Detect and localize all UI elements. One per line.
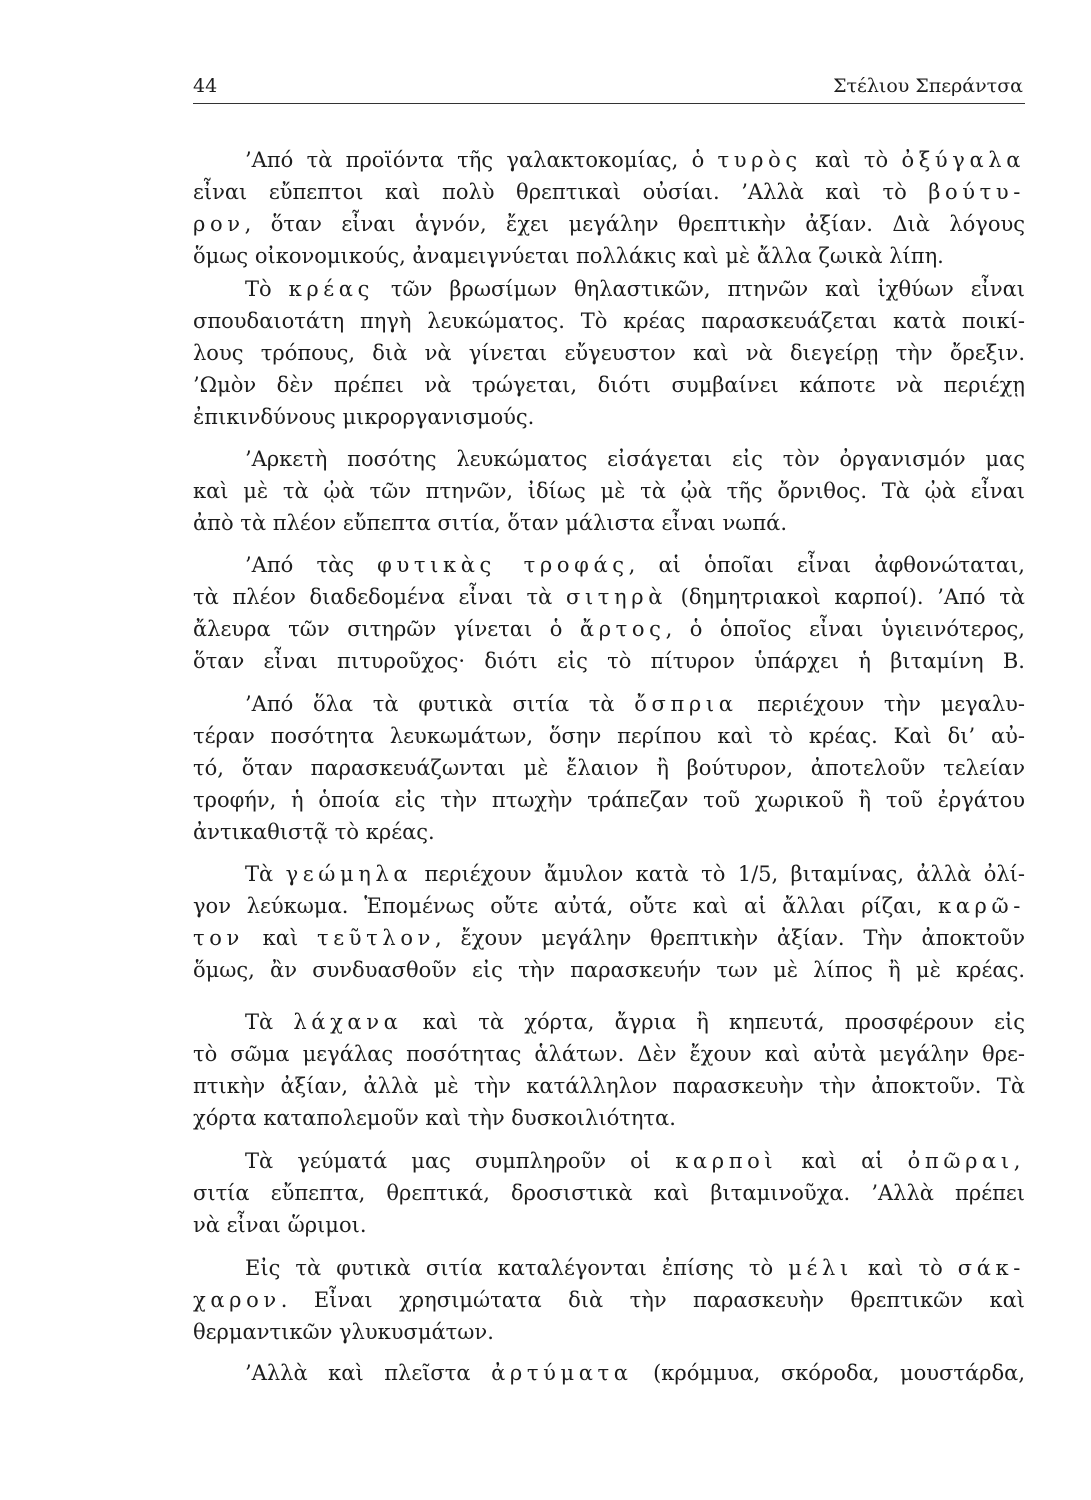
text-line: σιτία εὔπεπτα, θρεπτικά, δροσιστικὰ καὶ βιταμινοῦχα. ’Αλλὰ πρέπει <box>193 1181 1025 1205</box>
text-line: Τὰ λάχανα καὶ τὰ χόρτα, ἄγρια ἢ κηπευτά, προσφέρουν εἰς <box>245 1010 1025 1034</box>
text-line: Τὰ γεώμηλα περιέχουν ἄμυλον κατὰ τὸ 1/5, βιταμίνας, ἀλλὰ ὀλί- <box>245 862 1025 886</box>
text-line: ἀντικαθιστᾷ τὸ κρέας. <box>193 820 435 844</box>
text-line: χαρον. Εἶναι χρησιμώτατα διὰ τὴν παρασκευὴν θρεπτικῶν καὶ <box>193 1288 1025 1312</box>
text-line: Τὸ κρέας τῶν βρωσίμων θηλαστικῶν, πτηνῶν καὶ ἰχθύων εἶναι <box>245 277 1026 301</box>
text-line: ’Από τὰς φυτικὰς τροφάς, αἱ ὁποῖαι εἶναι ἀφθονώταται, <box>245 553 1025 577</box>
text-line: λους τρόπους, διὰ νὰ γίνεται εὔγευστον καὶ νὰ διεγείρῃ τὴν ὄρεξιν. <box>193 341 1025 365</box>
text-line: ὅμως, ἂν συνδυασθοῦν εἰς τὴν παρασκευήν των μὲ λίπος ἢ μὲ κρέας. <box>193 958 1025 982</box>
text-line: ’Αρκετὴ ποσότης λευκώματος εἰσάγεται εἰς τὸν ὀργανισμόν μας <box>245 447 1025 471</box>
text-line: σπουδαιοτάτη πηγὴ λευκώματος. Τὸ κρέας παρασκευάζεται κατὰ ποικί- <box>193 309 1025 333</box>
text-line: Εἰς τὰ φυτικὰ σιτία καταλέγονται ἐπίσης τὸ μέλι καὶ τὸ σάκ- <box>245 1256 1025 1280</box>
text-line: τέραν ποσότητα λευκωμάτων, ὅσην περίπου καὶ τὸ κρέας. Καὶ δι’ αὐ- <box>193 724 1025 748</box>
text-line: τὸ σῶμα μεγάλας ποσότητας ἁλάτων. Δὲν ἔχουν καὶ αὐτὰ μεγάλην θρε- <box>193 1042 1025 1066</box>
text-line: ’Ωμὸν δὲν πρέπει νὰ τρώγεται, διότι συμβαίνει κάποτε νὰ περιέχῃ <box>193 373 1025 397</box>
text-line: ὅταν εἶναι πιτυροῦχος· διότι εἰς τὸ πίτυρον ὑπάρχει ἡ βιταμίνη Β. <box>193 649 1025 673</box>
text-line: ’Από τὰ προϊόντα τῆς γαλακτοκομίας, ὁ τυρὸς καὶ τὸ ὀξύγαλα <box>245 148 1025 172</box>
text-line: εἶναι εὔπεπτοι καὶ πολὺ θρεπτικαὶ οὐσίαι. ’Αλλὰ καὶ τὸ βούτυ- <box>193 180 1025 204</box>
text-line: ἄλευρα τῶν σιτηρῶν γίνεται ὁ ἄρτος, ὁ ὁποῖος εἶναι ὑγιεινότερος, <box>193 617 1025 641</box>
text-line: χόρτα καταπολεμοῦν καὶ τὴν δυσκοιλιότητα. <box>193 1106 676 1130</box>
text-line: θερμαντικῶν γλυκυσμάτων. <box>193 1320 494 1344</box>
text-line: τὰ πλέον διαδεδομένα εἶναι τὰ σιτηρὰ (δημητριακοὶ καρποί). ’Από τὰ <box>193 585 1025 609</box>
text-line: Τὰ γεύματά μας συμπληροῦν οἱ καρποὶ καὶ αἱ ὀπῶραι, <box>245 1149 1026 1173</box>
text-line: τον καὶ τεῦτλον, ἔχουν μεγάλην θρεπτικὴν ἀξίαν. Τὴν ἀποκτοῦν <box>193 926 1026 950</box>
text-line: καὶ μὲ τὰ ᾠὰ τῶν πτηνῶν, ἰδίως μὲ τὰ ᾠὰ τῆς ὄρνιθος. Τὰ ᾠὰ εἶναι <box>193 479 1025 503</box>
text-line: ’Από ὅλα τὰ φυτικὰ σιτία τὰ ὄσπρια περιέχουν τὴν μεγαλυ- <box>245 692 1025 716</box>
text-line: πτικὴν ἀξίαν, ἀλλὰ μὲ τὴν κατάλληλον παρασκευὴν τὴν ἀποκτοῦν. Τὰ <box>193 1074 1025 1098</box>
text-line: ἀπὸ τὰ πλέον εὔπεπτα σιτία, ὅταν μάλιστα εἶναι νωπά. <box>193 511 787 535</box>
page-number: 44 <box>193 75 218 97</box>
text-line: τροφήν, ἡ ὁποία εἰς τὴν πτωχὴν τράπεζαν τοῦ χωρικοῦ ἢ τοῦ ἐργάτου <box>193 788 1025 812</box>
page-header <box>193 73 1025 104</box>
text-line: ἐπικινδύνους μικροργανισμούς. <box>193 405 535 429</box>
text-line: ὅμως οἰκονομικούς, ἀναμειγνύεται πολλάκις καὶ μὲ ἄλλα ζωικὰ λίπη. <box>193 244 944 268</box>
text-line: τό, ὅταν παρασκευάζωνται μὲ ἔλαιον ἢ βούτυρον, ἀποτελοῦν τελείαν <box>193 756 1025 780</box>
text-line: νὰ εἶναι ὥριμοι. <box>193 1213 367 1237</box>
running-head: Στέλιου Σπεράντσα <box>833 75 1023 97</box>
text-line: ’Αλλὰ καὶ πλεῖστα ἀρτύματα (κρόμμυα, σκόροδα, μουστάρδα, <box>245 1361 1025 1385</box>
text-line: ρον, ὅταν εἶναι ἁγνόν, ἔχει μεγάλην θρεπτικὴν ἀξίαν. Διὰ λόγους <box>193 212 1025 236</box>
text-line: γον λεύκωμα. Ἑπομένως οὔτε αὐτά, οὔτε καὶ αἱ ἄλλαι ρίζαι, καρῶ- <box>193 894 1025 918</box>
